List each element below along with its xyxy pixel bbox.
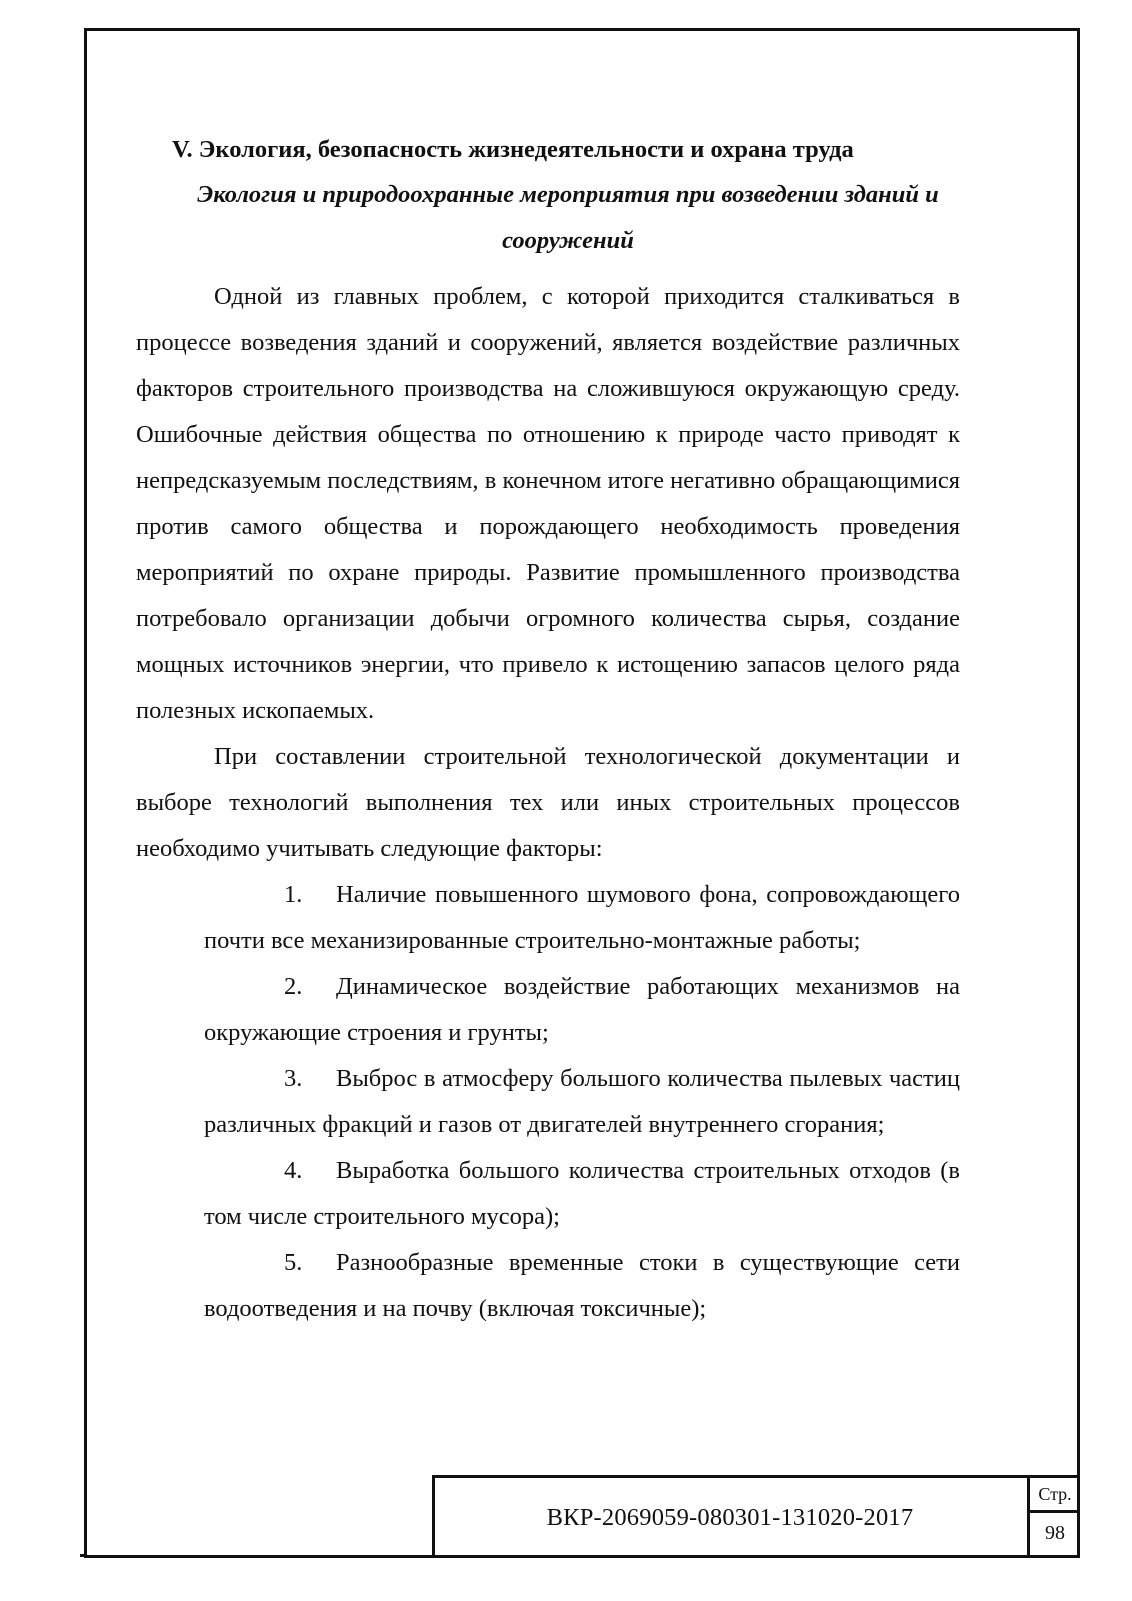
list-item-number: 5. <box>284 1249 303 1276</box>
page-number: 98 <box>1045 1522 1065 1544</box>
subsection-title: Экология и природоохранные мероприятия при возведении зданий и сооружений <box>197 181 939 254</box>
list-item <box>204 1148 960 1240</box>
frame-corner-tick <box>80 1554 86 1557</box>
title-block-stamp <box>432 1475 1080 1558</box>
list-item-number: 4. <box>284 1157 303 1184</box>
list-item <box>204 1240 960 1332</box>
list-item <box>204 872 960 964</box>
list-item-text: Наличие повышенного шумового фона, сопровождающего почти все механизированные строительно-монтажные работы; <box>204 881 960 954</box>
factors-list <box>136 872 960 1332</box>
list-item <box>204 1056 960 1148</box>
page-label: Стр. <box>1030 1475 1080 1513</box>
list-item-text: Динамическое воздействие работающих механизмов на окружающие строения и грунты; <box>204 973 960 1046</box>
list-item-text: Выброс в атмосферу большого количества пылевых частиц различных фракций и газов от двигателей внутреннего сгорания; <box>204 1065 960 1138</box>
section-title: V. Экология, безопасность жизнедеятельности и охрана труда <box>172 136 854 163</box>
list-item-text: Выработка большого количества строительных отходов (в том числе строительного мусора); <box>204 1157 960 1230</box>
list-item <box>204 964 960 1056</box>
list-item-number: 3. <box>284 1065 303 1092</box>
list-item-number: 1. <box>284 881 303 908</box>
page-number-box <box>1027 1475 1080 1558</box>
paragraph-intro: Одной из главных проблем, с которой приходится сталкиваться в процессе возведения зданий и сооружений, является воздействие различных факторов строительного производства на сложившуюся окружающую среду. Ошибочные действия общества по отношению к природе часто приводят к непредсказуемым последствиям, в конечном итоге негативно обращающимися против самого общества и порождающего необходимость проведения мероприятий по охране природы. Развитие промышленного производства потребовало организации добычи огромного количества сырья, создание мощных источников энергии, что привело к истощению запасов целого ряда полезных ископаемых. <box>136 283 960 724</box>
document-code: ВКР-2069059-080301-131020-2017 <box>546 1504 914 1531</box>
paragraph-factors: При составлении строительной технологической документации и выборе технологий выполнения тех или иных строительных процессов необходимо учитывать следующие факторы: <box>136 743 960 862</box>
document-body <box>136 128 960 1332</box>
list-item-text: Разнообразные временные стоки в существующие сети водоотведения и на почву (включая токсичные); <box>204 1249 960 1322</box>
list-item-number: 2. <box>284 973 303 1000</box>
